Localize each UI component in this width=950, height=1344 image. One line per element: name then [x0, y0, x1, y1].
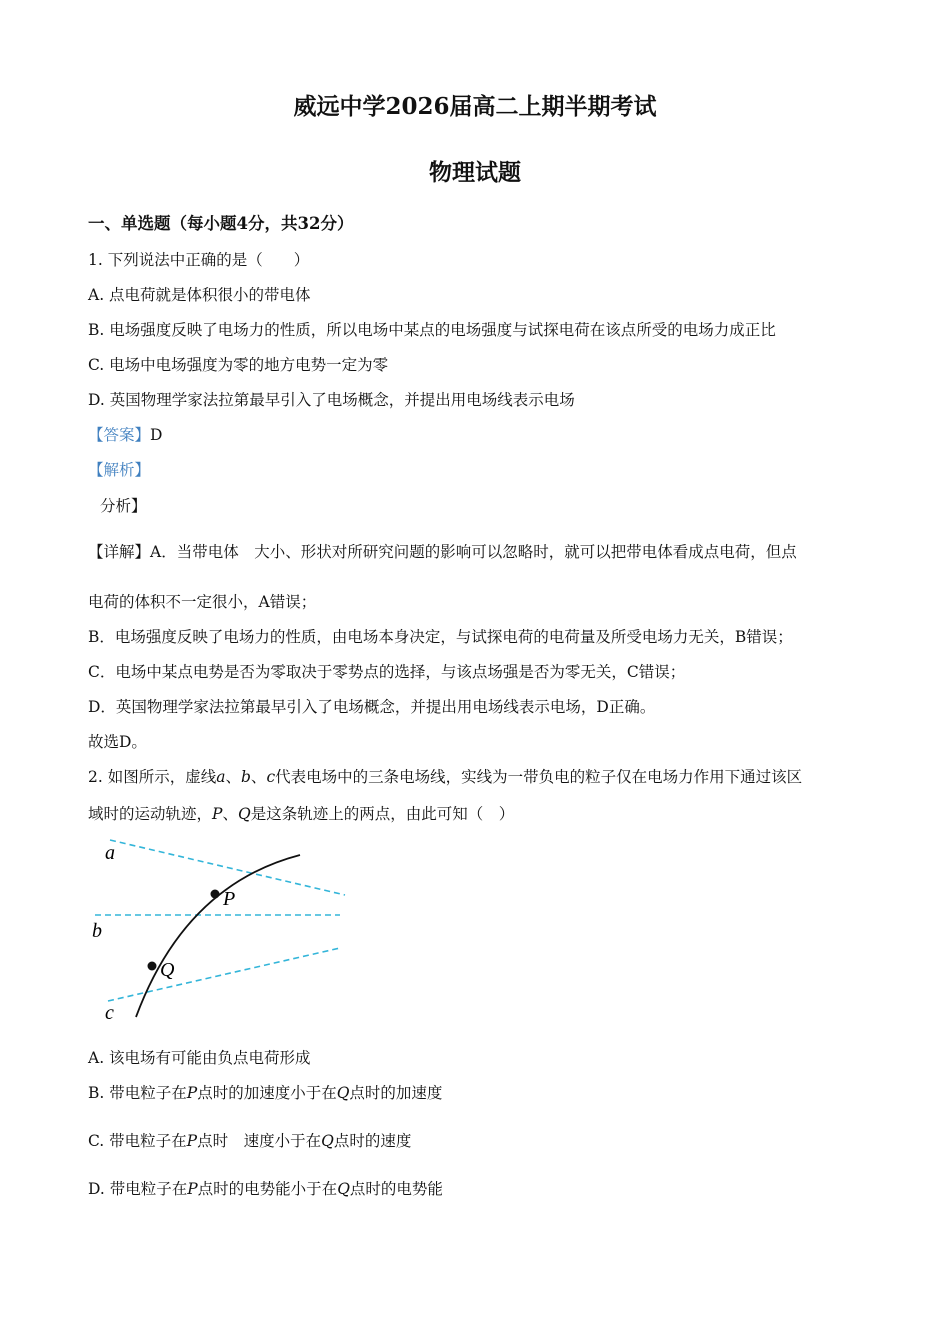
point-p-dot — [211, 890, 220, 899]
opt-text: B. 带电粒子在 — [88, 1084, 187, 1102]
point-q-dot — [148, 962, 157, 971]
analysis-label: 分析】 — [100, 497, 147, 515]
detail-line-4: C．电场中某点电势是否为零取决于零势点的选择，与该点场强是否为零无关，C错误； — [88, 663, 686, 681]
electric-field-figure — [90, 835, 360, 1025]
q2-stem-line-2 — [88, 802, 514, 824]
detail-line-1: 【详解】A．当带电体 大小、形状对所研究问题的影响可以忽略时，就可以把带电体看成点电荷，但点 — [88, 543, 797, 561]
var-a: a — [216, 768, 226, 786]
q2-option-c — [88, 1129, 411, 1151]
q2-option-a: A. 该电场有可能由负点电荷形成 — [88, 1049, 311, 1067]
sep: 、 — [250, 768, 267, 786]
opt-text: C. 带电粒子在 — [88, 1132, 187, 1150]
q1-option-d: D. 英国物理学家法拉第最早引入了电场概念，并提出用电场线表示电场 — [88, 391, 575, 409]
sep: 、 — [222, 805, 238, 823]
opt-text: 点时的加速度 — [349, 1084, 443, 1102]
answer-value: D — [150, 426, 163, 444]
detail-line-5: D．英国物理学家法拉第最早引入了电场概念，并提出用电场线表示电场，D正确。 — [88, 698, 656, 716]
page-title: 威远中学2026届高二上期半期考试 — [293, 93, 657, 120]
label-b: b — [92, 920, 102, 942]
q2-stem-text: 代表电场中的三条电场线，实线为一带负电的粒子仅在电场力作用下通过该区 — [275, 768, 803, 786]
sep: 、 — [225, 768, 241, 786]
q2-stem-text: 域时的运动轨迹， — [88, 805, 213, 823]
var-p: P — [186, 1084, 198, 1102]
q2-stem-text: 2. 如图所示，虚线 — [88, 768, 217, 786]
var-p: P — [186, 1132, 198, 1150]
opt-text: 点时的电势能小于在 — [197, 1180, 338, 1198]
var-q: Q — [337, 1180, 350, 1198]
var-q: Q — [336, 1084, 350, 1102]
var-p: P — [187, 1180, 198, 1198]
opt-text: D. 带电粒子在 — [88, 1180, 188, 1198]
label-c: c — [105, 1002, 114, 1024]
answer-tag: 【答案】 — [88, 426, 151, 444]
q1-option-c: C. 电场中电场强度为零的地方电势一定为零 — [88, 356, 389, 374]
var-c: c — [266, 768, 276, 786]
var-p: P — [212, 805, 223, 823]
detail-line-2: 电荷的体积不一定很小，A错误； — [88, 593, 317, 611]
q2-stem-text: 是这条轨迹上的两点，由此可知（ ） — [250, 805, 515, 823]
analysis-tag: 【解析】 — [88, 461, 151, 479]
label-p: P — [223, 888, 236, 910]
var-b: b — [240, 768, 251, 786]
var-q: Q — [321, 1132, 334, 1150]
detail-line-6: 故选D。 — [88, 733, 147, 751]
q1-option-a: A. 点电荷就是体积很小的带电体 — [88, 286, 311, 304]
var-q: Q — [237, 805, 251, 823]
label-a: a — [105, 842, 115, 864]
opt-text: 点时 速度小于在 — [197, 1132, 322, 1150]
field-line-a — [110, 840, 345, 895]
q2-option-d — [88, 1177, 443, 1199]
page-subtitle: 物理试题 — [429, 159, 521, 186]
label-q: Q — [160, 959, 175, 981]
opt-text: 点时的速度 — [333, 1132, 412, 1150]
q1-stem: 1. 下列说法中正确的是（ ） — [88, 251, 310, 269]
q1-answer — [88, 423, 162, 445]
q2-stem-line-1 — [88, 765, 802, 787]
q2-option-b — [88, 1081, 442, 1103]
section-title: 一、单选题（每小题4分，共32分） — [88, 214, 354, 233]
detail-line-3: B．电场强度反映了电场力的性质，由电场本身决定，与试探电荷的电荷量及所受电场力无关，B错误； — [88, 628, 793, 646]
opt-text: 点时的加速度小于在 — [197, 1084, 337, 1102]
field-line-c — [108, 948, 340, 1001]
q1-option-b: B. 电场强度反映了电场力的性质，所以电场中某点的电场强度与试探电荷在该点所受的电场力成正比 — [88, 321, 776, 339]
opt-text: 点时的电势能 — [349, 1180, 443, 1198]
